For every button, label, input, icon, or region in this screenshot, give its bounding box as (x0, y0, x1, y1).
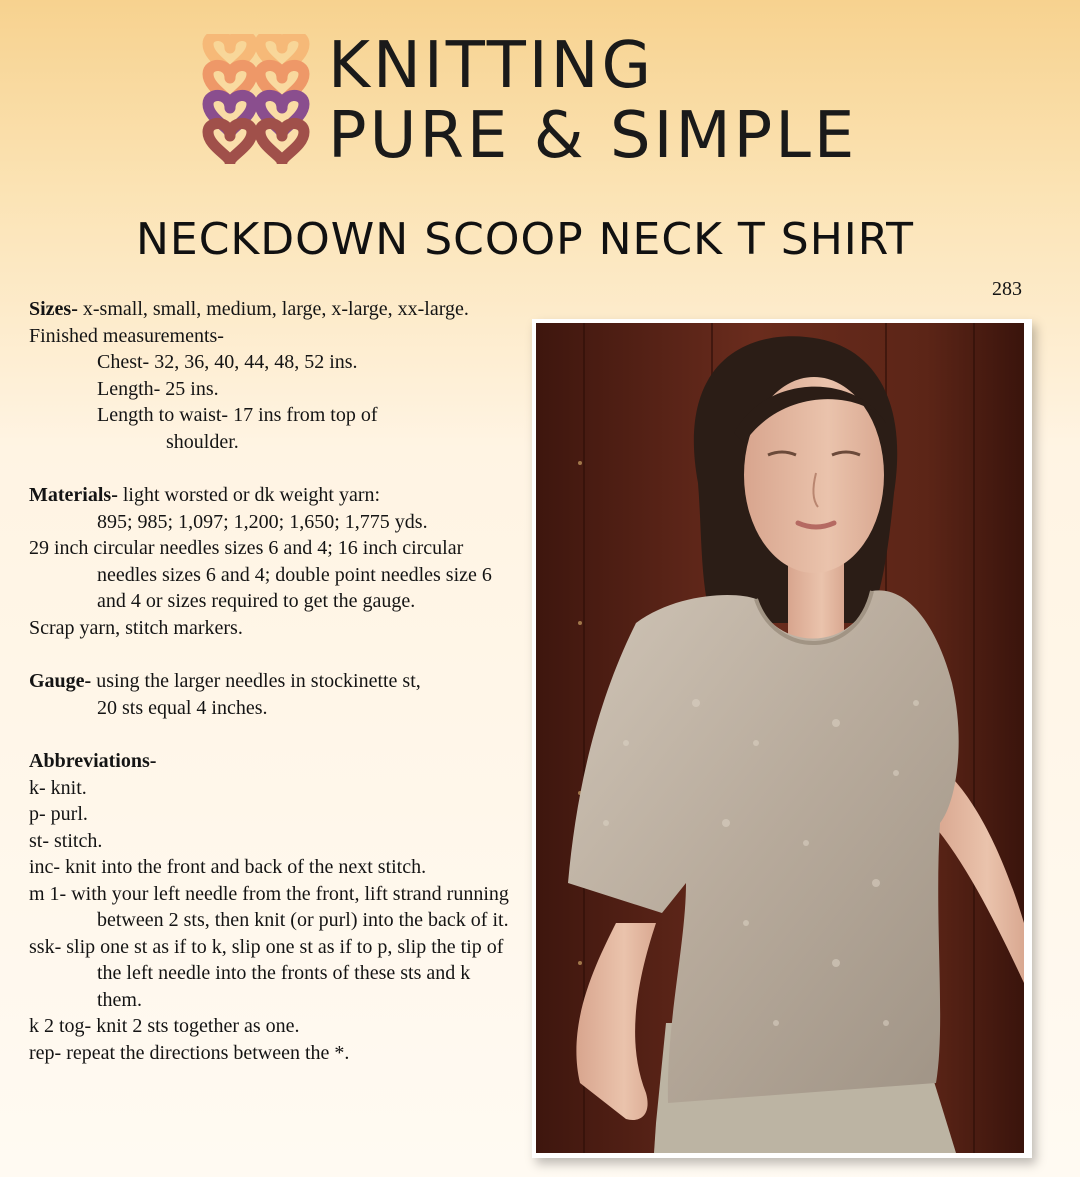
stacked-hearts-stitch-icon (200, 34, 312, 164)
logo-line-1: KNITTING (328, 29, 655, 103)
notions: Scrap yarn, stitch markers. (29, 616, 243, 639)
model-wearing-tshirt-photo (536, 323, 1024, 1153)
abbrev-item: m 1- with your left needle from the front, lift strand running between 2 sts, then knit (or purl) into the back of it. (29, 882, 509, 931)
materials-label: Materials- (29, 484, 118, 506)
materials-line (29, 482, 519, 509)
abbrev-item: st- stitch. (29, 829, 103, 852)
abbrev-item: rep- repeat the directions between the *. (29, 1041, 350, 1064)
logo-line-2: PURE & SIMPLE (328, 99, 858, 173)
abbrev-item: inc- knit into the front and back of the next stitch. (29, 856, 427, 878)
waist-measure: Length to waist- 17 ins from top of (97, 404, 378, 426)
length-measure: Length- 25 ins. (97, 377, 219, 400)
abbrev-item: k 2 tog- knit 2 sts together as one. (29, 1015, 300, 1037)
sizes-text: x-small, small, medium, large, x-large, xx-large. (77, 298, 469, 320)
gauge-label: Gauge- (29, 670, 92, 692)
abbrev-item: ssk- slip one st as if to k, slip one st as if to p, slip the tip of the left needle into the fronts of these sts and k them. (29, 935, 504, 1011)
finished-heading: Finished measurements- (29, 324, 224, 347)
sizes-line (29, 296, 519, 323)
gauge-text: using the larger needles in stockinette st, (91, 670, 421, 692)
gauge-line-2: 20 sts equal 4 inches. (97, 696, 268, 719)
chest-measure: Chest- 32, 36, 40, 44, 48, 52 ins. (97, 351, 358, 373)
yardage: 895; 985; 1,097; 1,200; 1,650; 1,775 yds. (97, 510, 428, 533)
waist-measure-cont: shoulder. (166, 430, 239, 453)
abbrev-item: k- knit. (29, 776, 87, 799)
publisher-logo (200, 30, 880, 180)
abbreviations-heading: Abbreviations- (29, 750, 157, 772)
pattern-title: NECKDOWN SCOOP NECK T SHIRT (135, 214, 915, 265)
sizes-label: Sizes- (29, 298, 78, 320)
neck (788, 563, 844, 643)
pattern-text (29, 296, 519, 1066)
needles: 29 inch circular needles sizes 6 and 4; 16 inch circular needles sizes 6 and 4; double point needles size 6 and 4 or sizes required to get the gauge. (29, 537, 492, 612)
gauge-line (29, 668, 519, 695)
materials-text: light worsted or dk weight yarn: (117, 484, 381, 506)
page-number: 283 (992, 278, 1022, 300)
abbrev-item: p- purl. (29, 803, 88, 825)
photo-frame (532, 319, 1032, 1158)
